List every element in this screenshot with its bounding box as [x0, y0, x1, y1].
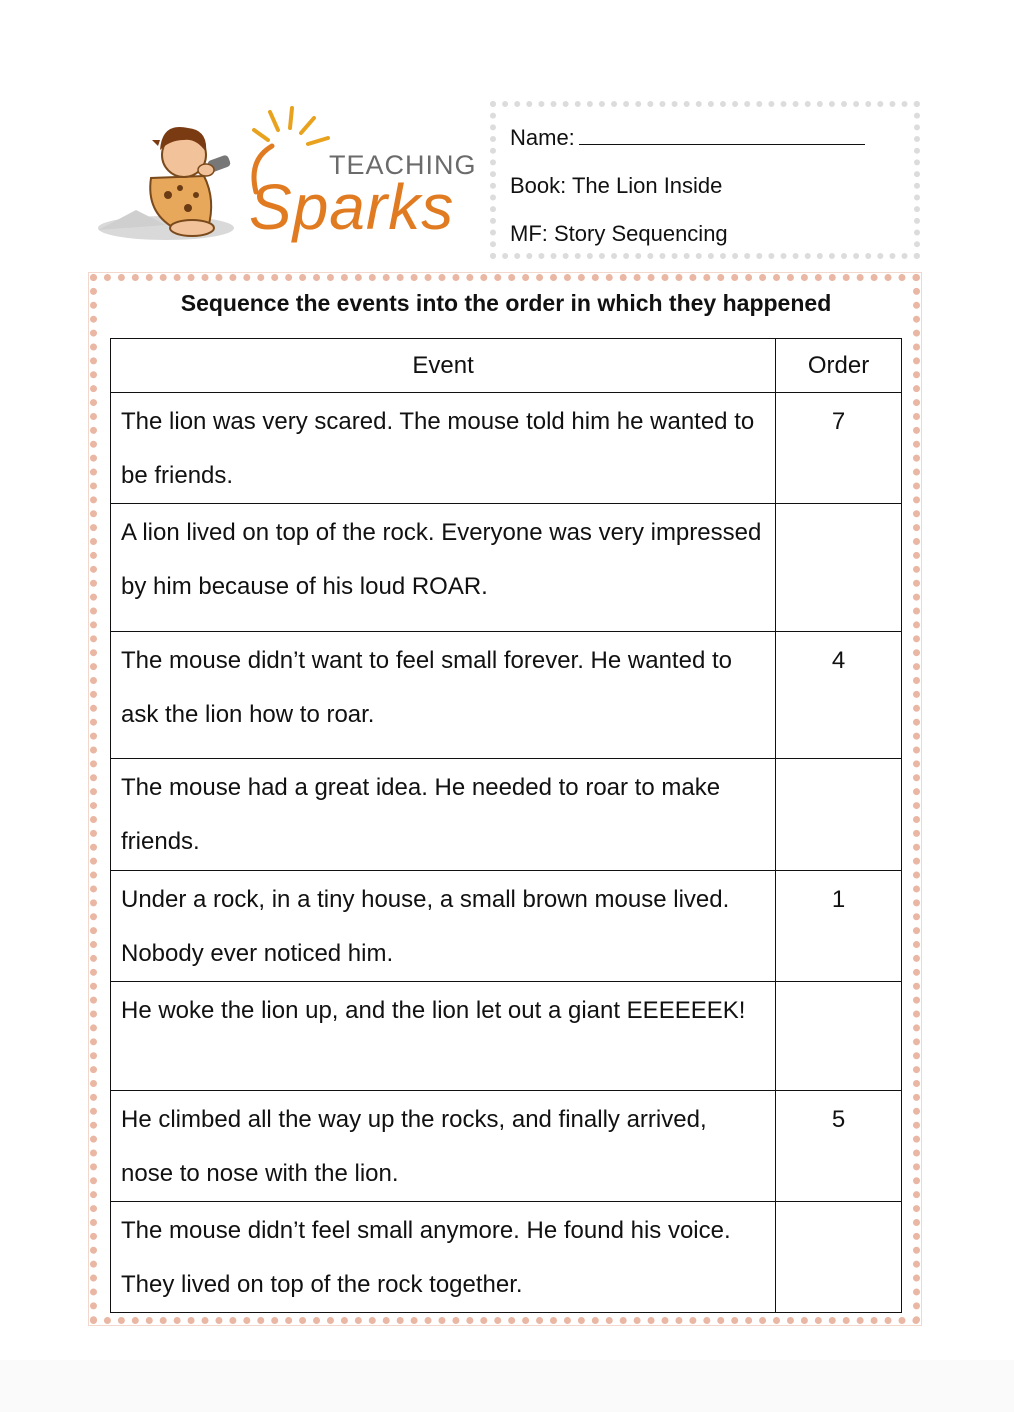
event-cell: The mouse had a great idea. He needed to roar to make friends.	[111, 759, 776, 871]
event-cell: A lion lived on top of the rock. Everyone was very impressed by him because of his loud ROAR.	[111, 504, 776, 632]
order-cell[interactable]: 5	[776, 1091, 902, 1202]
event-cell: The mouse didn’t want to feel small forever. He wanted to ask the lion how to roar.	[111, 632, 776, 759]
table-row	[111, 1091, 902, 1202]
teaching-sparks-logo	[96, 100, 486, 260]
order-column-header: Order	[776, 339, 902, 393]
event-cell: Under a rock, in a tiny house, a small brown mouse lived. Nobody ever noticed him.	[111, 871, 776, 982]
event-cell: The mouse didn’t feel small anymore. He found his voice. They lived on top of the rock together.	[111, 1202, 776, 1313]
name-label: Name:	[510, 125, 575, 150]
logo-text-sparks: Sparks	[249, 171, 455, 243]
event-column-header: Event	[111, 339, 776, 393]
table-row	[111, 632, 902, 759]
table-row	[111, 759, 902, 871]
order-cell[interactable]	[776, 1202, 902, 1313]
book-line: Book: The Lion Inside	[510, 173, 723, 198]
table-row	[111, 982, 902, 1091]
order-cell[interactable]: 4	[776, 632, 902, 759]
mf-line: MF: Story Sequencing	[510, 221, 728, 246]
table-row	[111, 393, 902, 504]
order-cell[interactable]	[776, 504, 902, 632]
name-blank-field[interactable]	[579, 124, 865, 145]
event-cell: He climbed all the way up the rocks, and finally arrived, nose to nose with the lion.	[111, 1091, 776, 1202]
student-info-box	[490, 101, 920, 259]
order-cell[interactable]: 7	[776, 393, 902, 504]
sequence-table	[110, 338, 902, 1313]
order-cell[interactable]	[776, 982, 902, 1091]
table-header-row	[111, 339, 902, 393]
order-cell[interactable]: 1	[776, 871, 902, 982]
logo-text-teaching: TEACHING	[329, 150, 477, 180]
page-bottom-shade	[0, 1360, 1014, 1412]
event-cell: The lion was very scared. The mouse told him he wanted to be friends.	[111, 393, 776, 504]
order-cell[interactable]	[776, 759, 902, 871]
name-line	[510, 121, 865, 169]
worksheet-heading: Sequence the events into the order in which they happened	[180, 290, 832, 316]
event-cell: He woke the lion up, and the lion let out a giant EEEEEEK!	[111, 982, 776, 1091]
table-row	[111, 1202, 902, 1313]
table-row	[111, 871, 902, 982]
table-row	[111, 504, 902, 632]
